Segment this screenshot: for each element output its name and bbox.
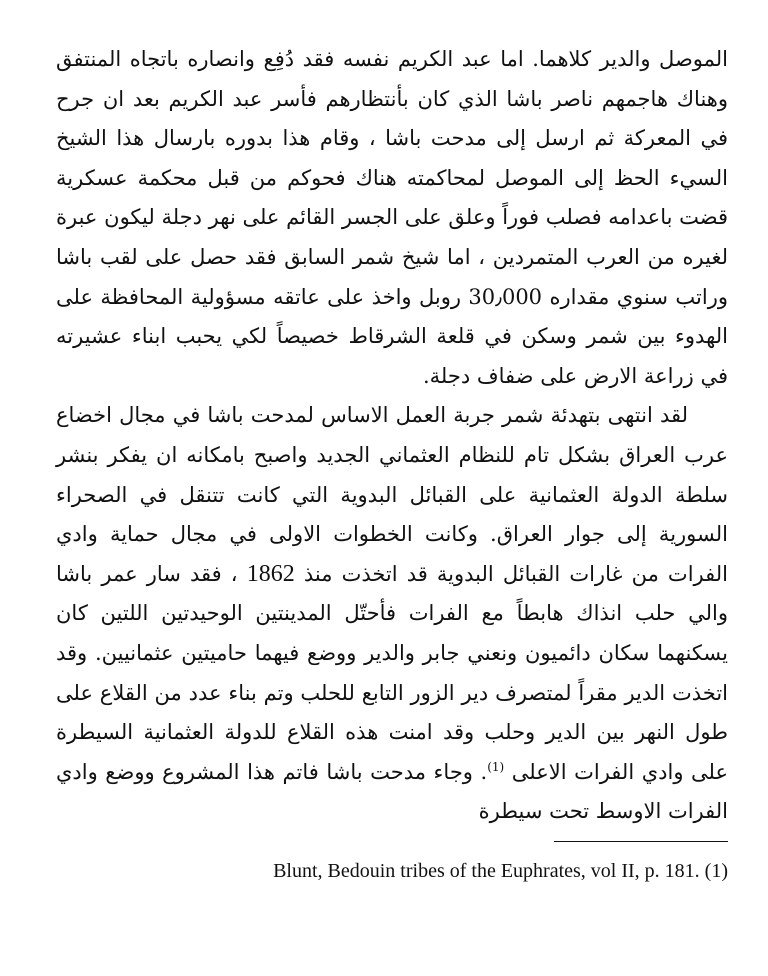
paragraph-2-text-a: لقد انتهى بتهدئة شمر جربة العمل الاساس لمدحت باشا في مجال اخضاع عرب العراق بشكل تام للنظام العثماني الجديد واصبح بامكانه ان يفكر بنشر سلطة الدولة العثمانية على القبائل البدوية التي كانت تتنقل في الصحراء السورية إلى جوار العراق. وكانت الخطوات الاولى في مجال حماية وادي الفرات من غارات القبائل البدوية قد اتخذت منذ <box>56 403 728 586</box>
paragraph-2-text-c: . وجاء مدحت باشا فاتم هذا المشروع ووضع وادي الفرات الاوسط تحت سيطرة <box>56 759 728 824</box>
paragraph-1-text: الموصل والدير كلاهما. اما عبد الكريم نفسه فقد دُفِع وانصاره باتجاه المنتفق وهناك هاجمهم ناصر باشا الذي كان بأنتظارهم فأسر عبد الكريم بعد ان جرح في المعركة ثم ارسل إلى مدحت باشا ، وقام هذا بدوره بارسال هذا الشيخ السيء الحظ إلى الموصل لمحاكمته هناك فحوكم من قبل محكمة عسكرية قضت باعدامه فصلب فوراً وعلق على الجسر القائم على نهر دجلة ليكون عبرة لغيره من العرب المتمردين ، اما شيخ شمر السابق فقد حصل على لقب باشا وراتب سنوي مقداره 30٫000 روبل واخذ على عاتقه مسؤولية المحافظة على الهدوء بين شمر وسكن في قلعة الشرقاط خصيصاً لكي يحبب ابناء عشيرته في زراعة الارض على ضفاف دجلة. <box>56 47 728 388</box>
footnote-reference: (1) <box>487 759 505 774</box>
paragraph-2-text-b: ، فقد سار عمر باشا والي حلب انذاك هابطاً مع الفرات فأحتّل المدينتين الوحيدتين اللتين كان يسكنهما سكان دائميون ونعني جابر والدير ووضع فيهما حاميتين عثمانيين. وقد اتخذت الدير مقراً لمتصرف دير الزور التابع للحلب وتم بناء عدد من القلاع على طول النهر بين الدير وحلب وقد امنت هذه القلاع للدولة العثمانية السيطرة على وادي الفرات الاعلى <box>56 561 729 784</box>
paragraph-1 <box>56 40 728 396</box>
page-body <box>56 40 728 832</box>
paragraph-2 <box>56 396 728 832</box>
footnote-text: Blunt, Bedouin tribes of the Euphrates, vol II, p. 181. (1) <box>273 860 728 882</box>
year-number: 1862 <box>246 560 295 587</box>
footnote-divider <box>554 841 728 842</box>
footnote <box>40 858 728 884</box>
